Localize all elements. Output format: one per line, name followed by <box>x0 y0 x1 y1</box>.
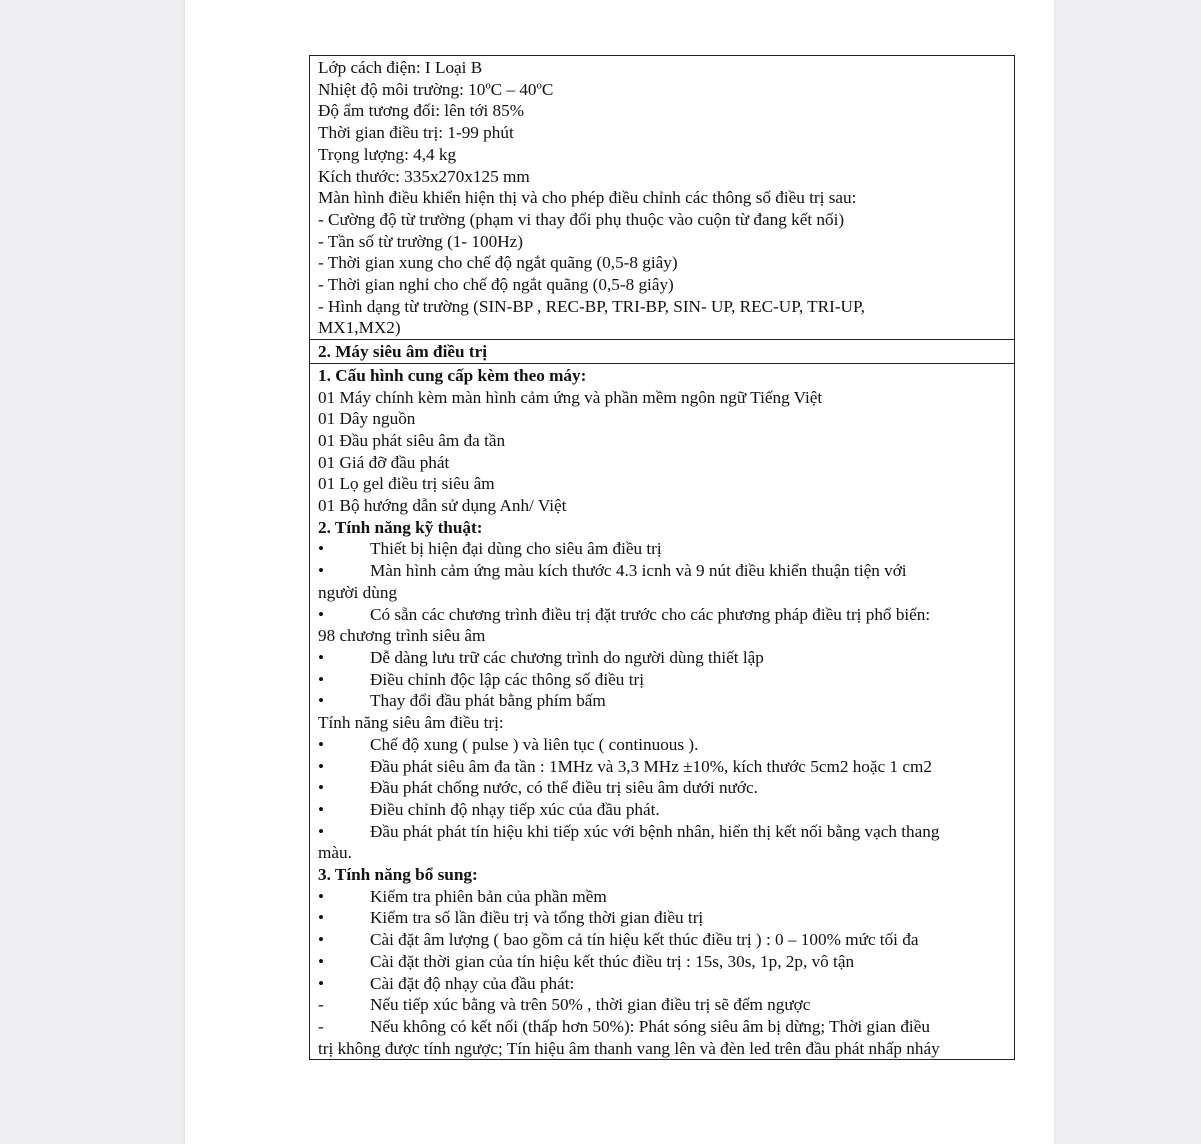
bullet-continuation: màu. <box>318 843 352 863</box>
bullet-item: • Cài đặt độ nhạy của đầu phát: <box>318 973 575 993</box>
spec-line: Độ ẩm tương đối: lên tới 85% <box>318 101 525 121</box>
dash-item: - Nếu tiếp xúc bằng và trên 50% , thời gian điều trị sẽ đếm ngược <box>318 995 811 1015</box>
config-item: 01 Dây nguồn <box>318 409 416 429</box>
spec-line: Trọng lượng: 4,4 kg <box>318 144 457 164</box>
extra-title: 3. Tính năng bổ sung: <box>318 865 478 885</box>
spec-line: Lớp cách điện: I Loại B <box>318 58 483 77</box>
bullet-item: • Màn hình cảm ứng màu kích thước 4.3 icnh và 9 nút điều khiển thuận tiện với <box>318 561 907 581</box>
spec-line: - Tần số từ trường (1- 100Hz) <box>318 231 523 251</box>
bullet-mark: • <box>318 669 325 689</box>
bullet-mark: • <box>318 930 325 950</box>
bullet-mark: • <box>318 908 325 928</box>
dash-continuation: trị không được tính ngược; Tín hiệu âm thanh vang lên và đèn led trên đầu phát nhấp nháy <box>318 1038 940 1058</box>
spec-line: Thời gian điều trị: 1-99 phút <box>318 123 514 143</box>
bullet-item: • Đầu phát chống nước, có thể điều trị siêu âm dưới nước. <box>318 778 758 798</box>
bullet-mark: • <box>318 951 325 971</box>
ultrasound-specs-cell <box>310 363 1014 1060</box>
bullet-item: • Thiết bị hiện đại dùng cho siêu âm điều trị <box>318 539 662 559</box>
spec-table <box>309 55 1015 1060</box>
bullet-item: • Thay đổi đầu phát bằng phím bấm <box>318 691 606 711</box>
bullet-mark: • <box>318 973 325 993</box>
spec-line: Màn hình điều khiển hiện thị và cho phép điều chỉnh các thông số điều trị sau: <box>318 188 857 208</box>
bullet-item: • Đầu phát phát tín hiệu khi tiếp xúc với bệnh nhân, hiển thị kết nối bằng vạch thang <box>318 821 940 841</box>
bullet-item: • Kiểm tra số lần điều trị và tổng thời gian điều trị <box>318 908 704 928</box>
dash-mark: - <box>318 995 324 1015</box>
section-header: 2. Máy siêu âm điều trị <box>310 339 1014 363</box>
bullet-mark: • <box>318 821 325 841</box>
tech-title: 2. Tính năng kỹ thuật: <box>318 517 483 537</box>
bullet-mark: • <box>318 604 325 624</box>
bullet-continuation: 98 chương trình siêu âm <box>318 626 486 646</box>
config-item: 01 Lọ gel điều trị siêu âm <box>318 474 495 494</box>
spec-line: Nhiệt độ môi trường: 10ºC – 40ºC <box>318 79 554 99</box>
config-item: 01 Máy chính kèm màn hình cảm ứng và phần mềm ngôn ngữ Tiếng Việt <box>318 387 823 407</box>
bullet-item: • Cài đặt thời gian của tín hiệu kết thúc điều trị : 15s, 30s, 1p, 2p, vô tận <box>318 951 855 971</box>
spec-line: - Thời gian xung cho chế độ ngắt quãng (0,5-8 giây) <box>318 253 678 273</box>
bullet-mark: • <box>318 778 325 798</box>
spec-line: - Hình dạng từ trường (SIN-BP , REC-BP, TRI-BP, SIN- UP, REC-UP, TRI-UP, <box>318 296 865 316</box>
bullet-mark: • <box>318 799 325 819</box>
bullet-mark: • <box>318 734 325 754</box>
bullet-item: • Dễ dàng lưu trữ các chương trình do người dùng thiết lập <box>318 647 764 667</box>
bullet-mark: • <box>318 561 325 581</box>
bullet-item: • Điều chỉnh độc lập các thông số điều trị <box>318 669 644 689</box>
spec-line: MX1,MX2) <box>318 318 401 338</box>
config-title: 1. Cấu hình cung cấp kèm theo máy: <box>318 365 587 385</box>
dash-mark: - <box>318 1016 324 1036</box>
bullet-item: • Kiểm tra phiên bản của phần mềm <box>318 886 607 906</box>
dash-item: - Nếu không có kết nối (thấp hơn 50%): Phát sóng siêu âm bị dừng; Thời gian điều <box>318 1016 930 1036</box>
bullet-item: • Cài đặt âm lượng ( bao gồm cả tín hiệu kết thúc điều trị ) : 0 – 100% mức tối đa <box>318 930 919 950</box>
bullet-item: • Đầu phát siêu âm đa tần : 1MHz và 3,3 MHz ±10%, kích thước 5cm2 hoặc 1 cm2 <box>318 756 932 776</box>
spec-line: Kích thước: 335x270x125 mm <box>318 166 530 186</box>
spec-line: - Cường độ từ trường (phạm vi thay đổi phụ thuộc vào cuộn từ đang kết nối) <box>318 209 845 229</box>
bullet-item: • Chế độ xung ( pulse ) và liên tục ( continuous ). <box>318 734 699 754</box>
bullet-item: • Điều chỉnh độ nhạy tiếp xúc của đầu phát. <box>318 799 660 819</box>
config-item: 01 Đầu phát siêu âm đa tần <box>318 430 506 450</box>
bullet-mark: • <box>318 886 325 906</box>
bullet-mark: • <box>318 691 325 711</box>
config-item: 01 Bộ hướng dẫn sử dụng Anh/ Việt <box>318 496 567 516</box>
bullet-mark: • <box>318 539 325 559</box>
spec-line: - Thời gian nghỉ cho chế độ ngắt quãng (0,5-8 giây) <box>318 275 674 295</box>
config-item: 01 Giá đỡ đầu phát <box>318 452 450 472</box>
bullet-continuation: người dùng <box>318 582 398 602</box>
ultra-title: Tính năng siêu âm điều trị: <box>318 713 504 733</box>
bullet-mark: • <box>318 756 325 776</box>
bullet-item: • Có sẵn các chương trình điều trị đặt trước cho các phương pháp điều trị phổ biến: <box>318 604 931 624</box>
bullet-mark: • <box>318 647 325 667</box>
magnetic-specs-cell <box>310 56 1014 339</box>
